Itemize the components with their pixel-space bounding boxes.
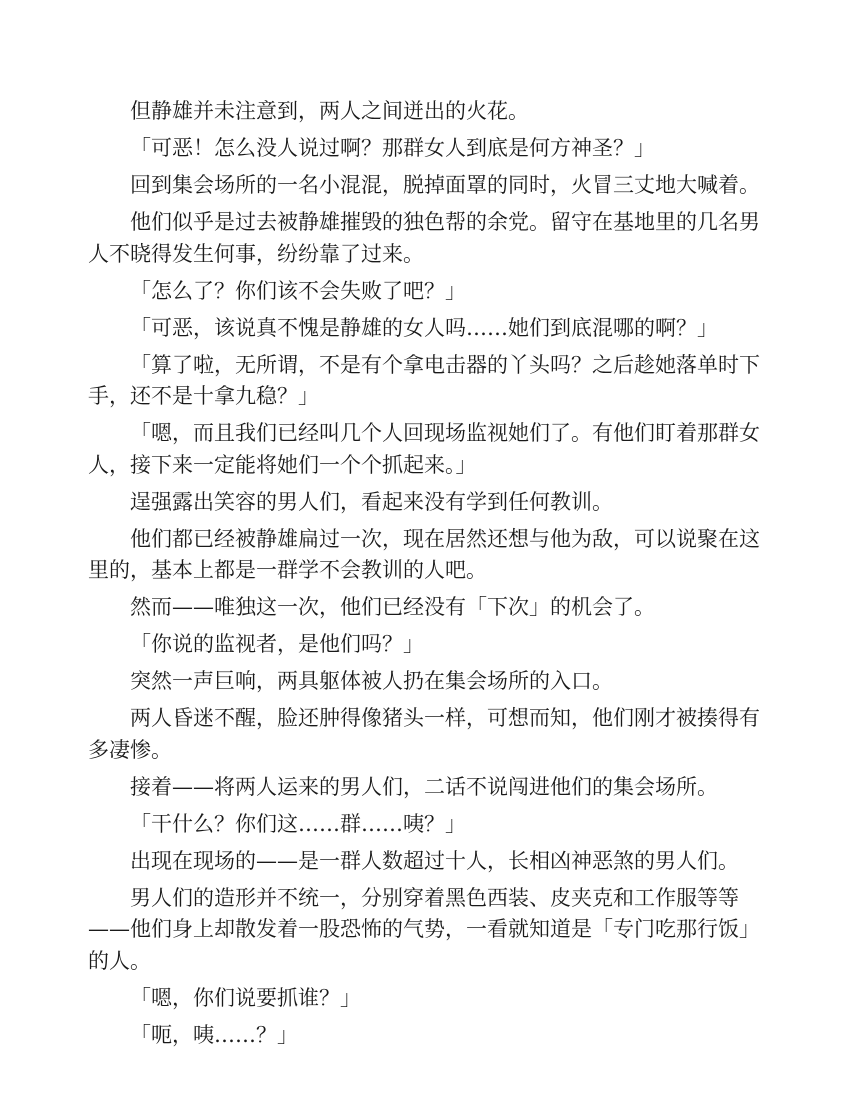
paragraph-4: 他们似乎是过去被静雄摧毁的独色帮的余党。留守在基地里的几名男人不晓得发生何事，纷纷靠了过来。 xyxy=(88,210,760,266)
paragraph-3: 回到集会场所的一名小混混，脱掉面罩的同时，火冒三丈地大喊着。 xyxy=(130,173,760,197)
paragraph-15: 接着——将两人运来的男人们，二话不说闯进他们的集会场所。 xyxy=(130,774,718,799)
paragraph-13: 突然一声巨响，两具躯体被人扔在集会场所的入口。 xyxy=(130,669,613,693)
paragraph-16: 「干什么？你们这……群……咦？」 xyxy=(130,811,466,836)
paragraph-7: 「算了啦，无所谓，不是有个拿电击器的丫头吗？之后趁她落单时下手，还不是十拿九稳？」 xyxy=(88,352,760,408)
paragraph-10: 他们都已经被静雄扁过一次，现在居然还想与他为敌，可以说聚在这里的，基本上都是一群学不会教训的人吧。 xyxy=(88,526,760,582)
paragraph-6: 「可恶，该说真不愧是静雄的女人吗……她们到底混哪的啊？」 xyxy=(130,315,718,340)
paragraph-19: 「嗯，你们说要抓谁？」 xyxy=(130,985,361,1010)
paragraph-14: 两人昏迷不醒，脸还肿得像猪头一样，可想而知，他们刚才被揍得有多凄惨。 xyxy=(88,706,760,762)
paragraph-11: 然而——唯独这一次，他们已经没有「下次」的机会了。 xyxy=(130,595,655,619)
paragraph-9: 逞强露出笑容的男人们，看起来没有学到任何教训。 xyxy=(130,489,613,514)
paragraph-18: 男人们的造形并不统一，分别穿着黑色西装、皮夹克和工作服等等——他们身上却散发着一股恐怖的气势，一看就知道是「专门吃那行饭」的人。 xyxy=(88,885,760,973)
paragraph-2: 「可恶！怎么没人说过啊？那群女人到底是何方神圣？」 xyxy=(130,136,655,160)
paragraph-8: 「嗯，而且我们已经叫几个人回现场监视她们了。有他们盯着那群女人，接下来一定能将她们一个个抓起来。」 xyxy=(88,421,760,477)
paragraph-5: 「怎么了？你们该不会失败了吧？」 xyxy=(130,278,466,303)
body-text xyxy=(88,96,776,1057)
paragraph-1: 但静雄并未注意到，两人之间迸出的火花。 xyxy=(130,99,529,123)
paragraph-20: 「呃，咦……？」 xyxy=(130,1022,298,1047)
paragraph-17: 出现在现场的——是一群人数超过十人，长相凶神恶煞的男人们。 xyxy=(130,848,739,873)
paragraph-12: 「你说的监视者，是他们吗？」 xyxy=(130,632,424,656)
